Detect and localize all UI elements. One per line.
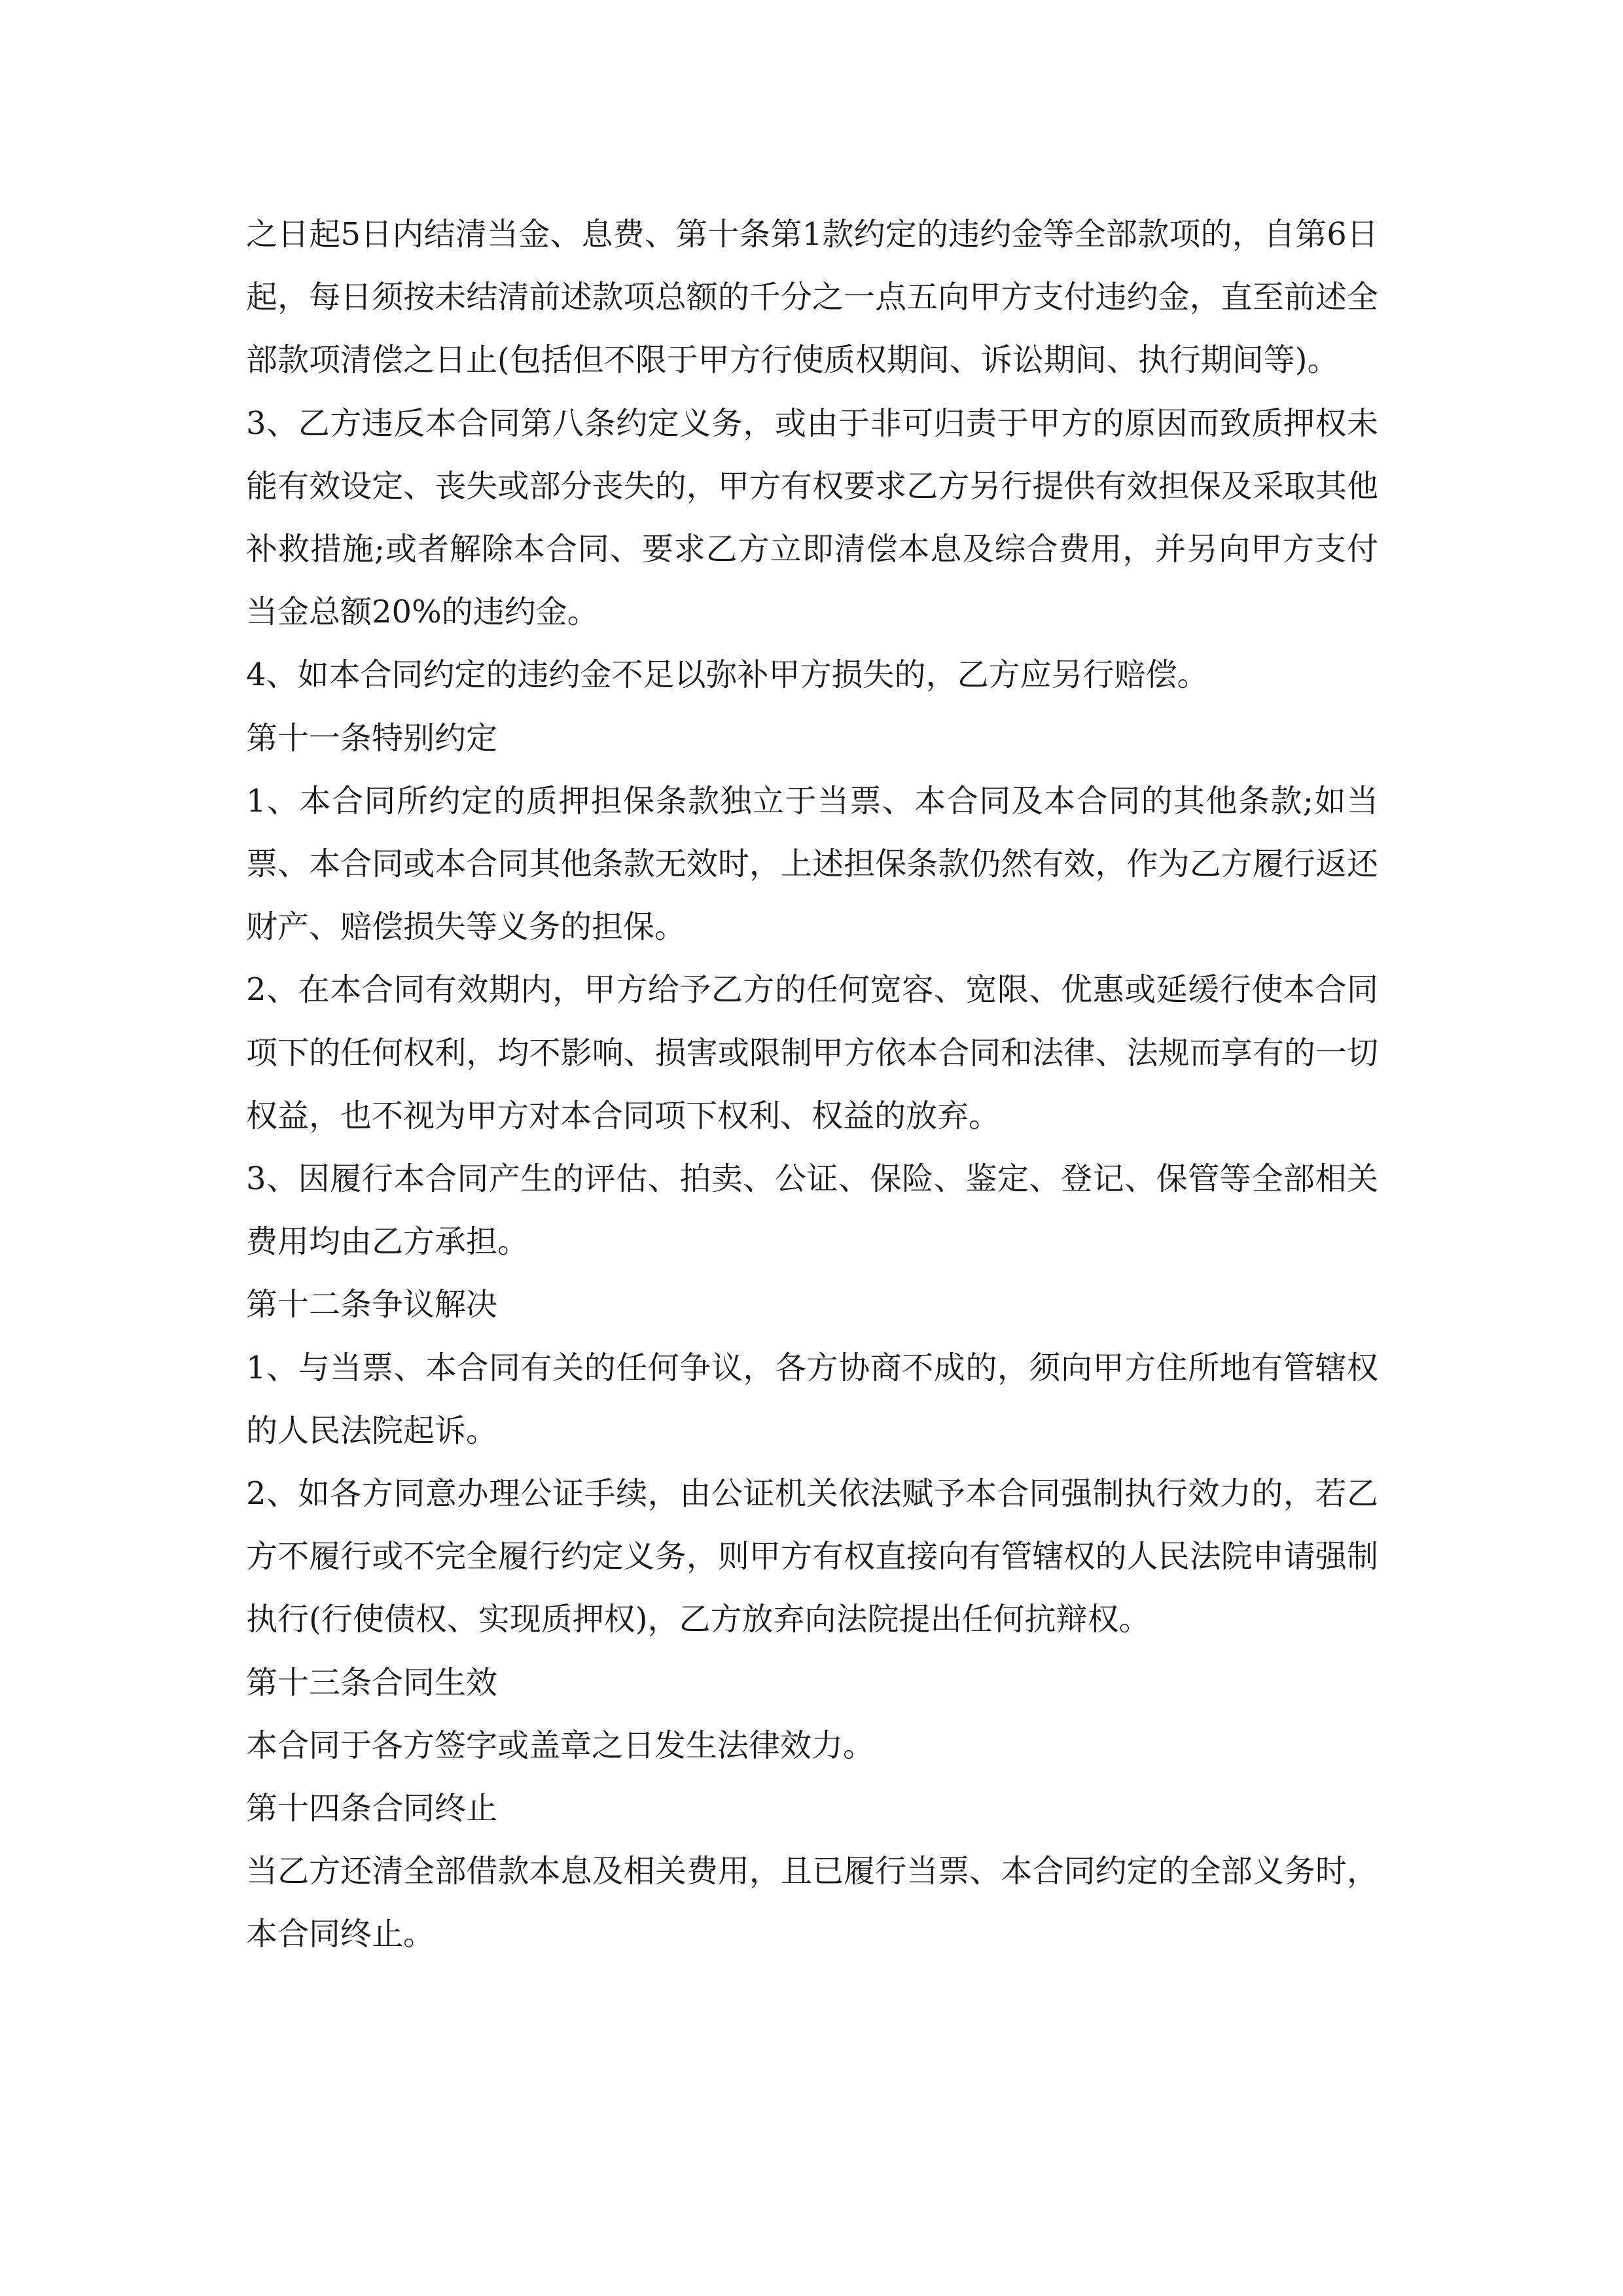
heading-article-14: 第十四条合同终止 — [246, 1790, 498, 1827]
paragraph-article-12-item-1: 1、与当票、本合同有关的任何争议，各方协商不成的，须向甲方住所地有管辖权的人民法院起诉。 — [246, 1349, 1378, 1449]
paragraph-penalty-continuation: 之日起5日内结清当金、息费、第十条第1款约定的违约金等全部款项的，自第6日起，每日须按未结清前述款项总额的千分之一点五向甲方支付违约金，直至前述全部款项清偿之日止(包括但不限于甲方行使质权期间、诉讼期间、执行期间等)。 — [246, 216, 1378, 379]
paragraph-article-11-item-1: 1、本合同所约定的质押担保条款独立于当票、本合同及本合同的其他条款;如当票、本合同或本合同其他条款无效时，上述担保条款仍然有效，作为乙方履行返还财产、赔偿损失等义务的担保。 — [246, 782, 1378, 946]
paragraph-clause-3-breach: 3、乙方违反本合同第八条约定义务，或由于非可归责于甲方的原因而致质押权未能有效设定、丧失或部分丧失的，甲方有权要求乙方另行提供有效担保及采取其他补救措施;或者解除本合同、要求乙方立即清偿本息及综合费用，并另向甲方支付当金总额20%的违约金。 — [246, 404, 1378, 631]
heading-article-13: 第十三条合同生效 — [246, 1664, 498, 1701]
paragraph-article-12-item-2: 2、如各方同意办理公证手续，由公证机关依法赋予本合同强制执行效力的，若乙方不履行或不完全履行约定义务，则甲方有权直接向有管辖权的人民法院申请强制执行(行使债权、实现质押权)，乙方放弃向法院提出任何抗辩权。 — [246, 1475, 1378, 1638]
paragraph-article-11-item-2: 2、在本合同有效期内，甲方给予乙方的任何宽容、宽限、优惠或延缓行使本合同项下的任何权利，均不影响、损害或限制甲方依本合同和法律、法规而享有的一切权益，也不视为甲方对本合同项下权利、权益的放弃。 — [246, 971, 1378, 1134]
paragraph-article-13-body: 本合同于各方签字或盖章之日发生法律效力。 — [246, 1727, 875, 1764]
document-page — [246, 203, 1378, 1966]
paragraph-clause-4-compensation: 4、如本合同约定的违约金不足以弥补甲方损失的，乙方应另行赔偿。 — [246, 656, 1209, 694]
heading-article-11: 第十一条特别约定 — [246, 719, 498, 757]
heading-article-12: 第十二条争议解决 — [246, 1286, 498, 1323]
paragraph-article-11-item-3: 3、因履行本合同产生的评估、拍卖、公证、保险、鉴定、登记、保管等全部相关费用均由乙方承担。 — [246, 1160, 1378, 1261]
paragraph-article-14-body: 当乙方还清全部借款本息及相关费用，且已履行当票、本合同约定的全部义务时，本合同终止。 — [246, 1853, 1378, 1953]
